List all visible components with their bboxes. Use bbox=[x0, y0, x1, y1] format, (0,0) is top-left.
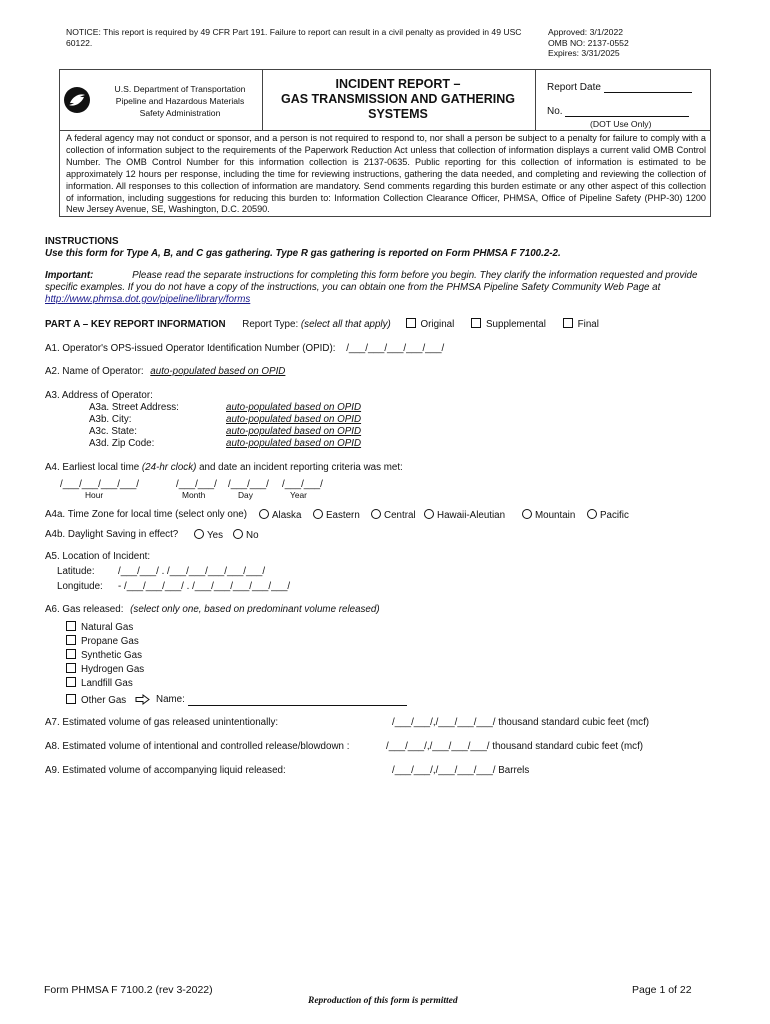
footer-form-number: Form PHMSA F 7100.2 (rev 3-2022) bbox=[44, 984, 213, 996]
dot-use-only: (DOT Use Only) bbox=[590, 119, 652, 129]
arrow-right-icon bbox=[135, 694, 150, 705]
option-label: Mountain bbox=[535, 510, 576, 521]
radio-icon bbox=[522, 509, 532, 519]
gas-hydrogen[interactable] bbox=[66, 663, 144, 676]
a3c-label: A3c. State: bbox=[89, 426, 137, 437]
part-a-row bbox=[45, 318, 599, 331]
option-label: Propane Gas bbox=[81, 636, 139, 647]
important-text: Please read the separate instructions for completing this form before you begin. They clarify the information requested and provide bbox=[132, 270, 698, 281]
dst-no[interactable] bbox=[233, 529, 259, 542]
checkbox-icon bbox=[471, 318, 481, 328]
day-field[interactable]: /___/___/ bbox=[228, 479, 269, 490]
expires-date: Expires: 3/31/2025 bbox=[548, 48, 620, 58]
option-label: Landfill Gas bbox=[81, 678, 133, 689]
opid-field[interactable]: /___/___/___/___/___/ bbox=[346, 343, 445, 354]
other-gas-name-label: Name: bbox=[156, 694, 185, 705]
report-no-row bbox=[547, 106, 689, 117]
tz-eastern[interactable] bbox=[313, 509, 360, 522]
report-date-field[interactable] bbox=[604, 82, 692, 93]
option-label: Hydrogen Gas bbox=[81, 664, 145, 675]
other-gas-name-field[interactable] bbox=[188, 694, 407, 706]
header-divider bbox=[60, 130, 710, 131]
report-date-row bbox=[547, 82, 692, 93]
latitude-field[interactable]: /___/___/ . /___/___/___/___/___/ bbox=[118, 566, 266, 577]
a8-label: A8. Estimated volume of intentional and controlled release/blowdown : bbox=[45, 741, 350, 752]
title-line-3: SYSTEMS bbox=[368, 107, 428, 121]
radio-icon bbox=[233, 529, 243, 539]
important-label: Important: bbox=[45, 270, 94, 281]
tz-mountain[interactable] bbox=[522, 509, 575, 522]
report-type-hint: (select all that apply) bbox=[300, 319, 391, 330]
checkbox-icon bbox=[66, 694, 76, 704]
approved-date: Approved: 3/1/2022 bbox=[548, 27, 624, 37]
a6-label: A6. Gas released: bbox=[45, 604, 124, 615]
option-label: Pacific bbox=[600, 510, 629, 521]
a6-hint: (select only one, based on predominant volume released) bbox=[130, 604, 380, 615]
gas-landfill[interactable] bbox=[66, 677, 133, 690]
footer-reproduction-note: Reproduction of this form is permitted bbox=[308, 996, 458, 1006]
part-a-heading: PART A – KEY REPORT INFORMATION bbox=[45, 319, 226, 330]
burden-statement: A federal agency may not conduct or sponsor, and a person is not required to respond to, nor shall a person be subject to a penalty for failure to comply with a collection of information subject to the requirements of the Paperwork Reduction Act unless that collection of information displays a current valid OMB Control Number. The OMB Control Number for this information collection is 2137-0635. Public reporting for this collection of information is estimated to be approximately 12 hours per response, including the time for reviewing instructions, gathering the data needed, and completing and reviewing the collection of information. All responses to this collection of information are mandatory. Send comments regarding this burden estimate or any other aspect of this collection of information, including suggestions for reducing this burden to: Information Collection Clearance Officer, PHMSA, Office of Pipeline Safety (PHP-30) 1200 New Jersey Avenue, SE, Washington, D.C. 20590. bbox=[66, 133, 706, 215]
a4-label-pre: A4. Earliest local time bbox=[45, 462, 142, 473]
checkbox-icon bbox=[563, 318, 573, 328]
radio-icon bbox=[194, 529, 204, 539]
agency-line-3: Safety Administration bbox=[139, 108, 221, 118]
checkbox-icon bbox=[66, 649, 76, 659]
a3a-label: A3a. Street Address: bbox=[89, 402, 179, 413]
a2-label: A2. Name of Operator: bbox=[45, 366, 144, 377]
a1-label: A1. Operator's OPS-issued Operator Identification Number (OPID): bbox=[45, 343, 336, 354]
option-label: Central bbox=[384, 510, 416, 521]
option-label: Original bbox=[420, 319, 455, 330]
option-label: Natural Gas bbox=[81, 622, 134, 633]
dot-logo-icon bbox=[63, 86, 91, 114]
title-line-2: GAS TRANSMISSION AND GATHERING bbox=[280, 92, 516, 106]
report-type-final[interactable] bbox=[563, 319, 599, 330]
a9-label: A9. Estimated volume of accompanying liquid released: bbox=[45, 765, 286, 776]
omb-number: OMB NO: 2137-0552 bbox=[548, 37, 629, 48]
a3b-value: auto-populated based on OPID bbox=[226, 414, 362, 425]
option-label: Hawaii-Aleutian bbox=[437, 510, 506, 521]
operator-name-value: auto-populated based on OPID bbox=[150, 366, 286, 377]
option-label: Final bbox=[577, 319, 599, 330]
a7-label: A7. Estimated volume of gas released unintentionally: bbox=[45, 717, 279, 728]
a2-row bbox=[45, 366, 285, 378]
radio-icon bbox=[259, 509, 269, 519]
a4-label-post: and date an incident reporting criteria was met: bbox=[196, 462, 403, 473]
checkbox-icon bbox=[66, 621, 76, 631]
report-type-label: Report Type: bbox=[242, 319, 299, 330]
report-date-label: Report Date bbox=[547, 82, 601, 93]
a3c-value: auto-populated based on OPID bbox=[226, 426, 362, 437]
form-title bbox=[266, 77, 530, 122]
footer-page-number: Page 1 of 22 bbox=[632, 984, 692, 996]
tz-hawaii-aleutian[interactable] bbox=[424, 509, 505, 522]
radio-icon bbox=[424, 509, 434, 519]
a4b-label: A4b. Daylight Saving in effect? bbox=[45, 529, 179, 540]
report-no-label: No. bbox=[547, 106, 563, 117]
option-label: Supplemental bbox=[486, 319, 546, 330]
a1-row bbox=[45, 343, 444, 355]
option-label: No bbox=[246, 530, 259, 541]
tz-alaska[interactable] bbox=[259, 509, 301, 522]
report-no-field[interactable] bbox=[565, 106, 689, 117]
instructions-line: Use this form for Type A, B, and C gas gathering. Type R gas gathering is reported on Form PHMSA F 7100.2-2. bbox=[45, 248, 561, 259]
report-type-original[interactable] bbox=[406, 319, 455, 330]
gas-other[interactable] bbox=[66, 694, 126, 707]
longitude-field[interactable]: - /___/___/___/ . /___/___/___/___/___/ bbox=[118, 581, 291, 592]
checkbox-icon bbox=[66, 635, 76, 645]
month-caption: Month bbox=[182, 490, 206, 500]
checkbox-icon bbox=[66, 663, 76, 673]
a8-field[interactable]: /___/___/,/___/___/___/ thousand standard cubic feet (mcf) bbox=[386, 741, 644, 752]
year-caption: Year bbox=[290, 490, 307, 500]
option-label: Yes bbox=[207, 530, 223, 541]
a3d-label: A3d. Zip Code: bbox=[89, 438, 155, 449]
a3d-value: auto-populated based on OPID bbox=[226, 438, 362, 449]
year-field[interactable]: /___/___/ bbox=[282, 479, 323, 490]
hour-field[interactable]: /___/___/___/___/ bbox=[60, 479, 139, 490]
agency-line-2: Pipeline and Hazardous Materials bbox=[115, 96, 245, 106]
option-label: Other Gas bbox=[81, 695, 127, 706]
month-field[interactable]: /___/___/ bbox=[176, 479, 217, 490]
gas-natural[interactable] bbox=[66, 621, 133, 634]
forms-link[interactable]: http://www.phmsa.dot.gov/pipeline/library/forms bbox=[45, 294, 251, 305]
checkbox-icon bbox=[406, 318, 416, 328]
a7-field[interactable]: /___/___/,/___/___/___/ thousand standard cubic feet (mcf) bbox=[392, 717, 650, 728]
radio-icon bbox=[371, 509, 381, 519]
approval-info bbox=[548, 27, 629, 59]
gas-propane[interactable] bbox=[66, 635, 139, 648]
instructions-heading: INSTRUCTIONS bbox=[45, 236, 119, 247]
notice-text: NOTICE: This report is required by 49 CFR Part 191. Failure to report can result in a civil penalty as provided in 49 USC 60122. bbox=[66, 27, 522, 48]
radio-icon bbox=[587, 509, 597, 519]
a5-label: A5. Location of Incident: bbox=[45, 551, 151, 562]
title-line-1: INCIDENT REPORT – bbox=[335, 77, 461, 91]
option-label: Synthetic Gas bbox=[81, 650, 142, 661]
agency-name bbox=[106, 83, 254, 119]
option-label: Eastern bbox=[326, 510, 360, 521]
report-type-supplemental[interactable] bbox=[471, 319, 546, 330]
radio-icon bbox=[313, 509, 323, 519]
hour-caption: Hour bbox=[85, 490, 104, 500]
day-caption: Day bbox=[238, 490, 253, 500]
a6-row bbox=[45, 604, 380, 616]
important-row bbox=[45, 270, 697, 282]
latitude-label: Latitude: bbox=[57, 566, 95, 577]
a3b-label: A3b. City: bbox=[89, 414, 132, 425]
a4-label bbox=[45, 462, 403, 474]
a3-label: A3. Address of Operator: bbox=[45, 390, 153, 401]
a4-label-italic: (24-hr clock) bbox=[141, 462, 197, 473]
checkbox-icon bbox=[66, 677, 76, 687]
agency-line-1: U.S. Department of Transportation bbox=[114, 84, 246, 94]
tz-central[interactable] bbox=[371, 509, 416, 522]
option-label: Alaska bbox=[272, 510, 302, 521]
a4a-label: A4a. Time Zone for local time (select only one) bbox=[45, 509, 248, 520]
tz-pacific[interactable] bbox=[587, 509, 629, 522]
important-text-2: specific examples. If you do not have a copy of the instructions, you can obtain one from the PHMSA Pipeline Safety Community Web Page at bbox=[45, 282, 661, 293]
longitude-label: Longitude: bbox=[57, 581, 103, 592]
a9-field[interactable]: /___/___/,/___/___/___/ Barrels bbox=[392, 765, 530, 776]
dst-yes[interactable] bbox=[194, 529, 223, 542]
gas-synthetic[interactable] bbox=[66, 649, 142, 662]
a3a-value: auto-populated based on OPID bbox=[226, 402, 362, 413]
